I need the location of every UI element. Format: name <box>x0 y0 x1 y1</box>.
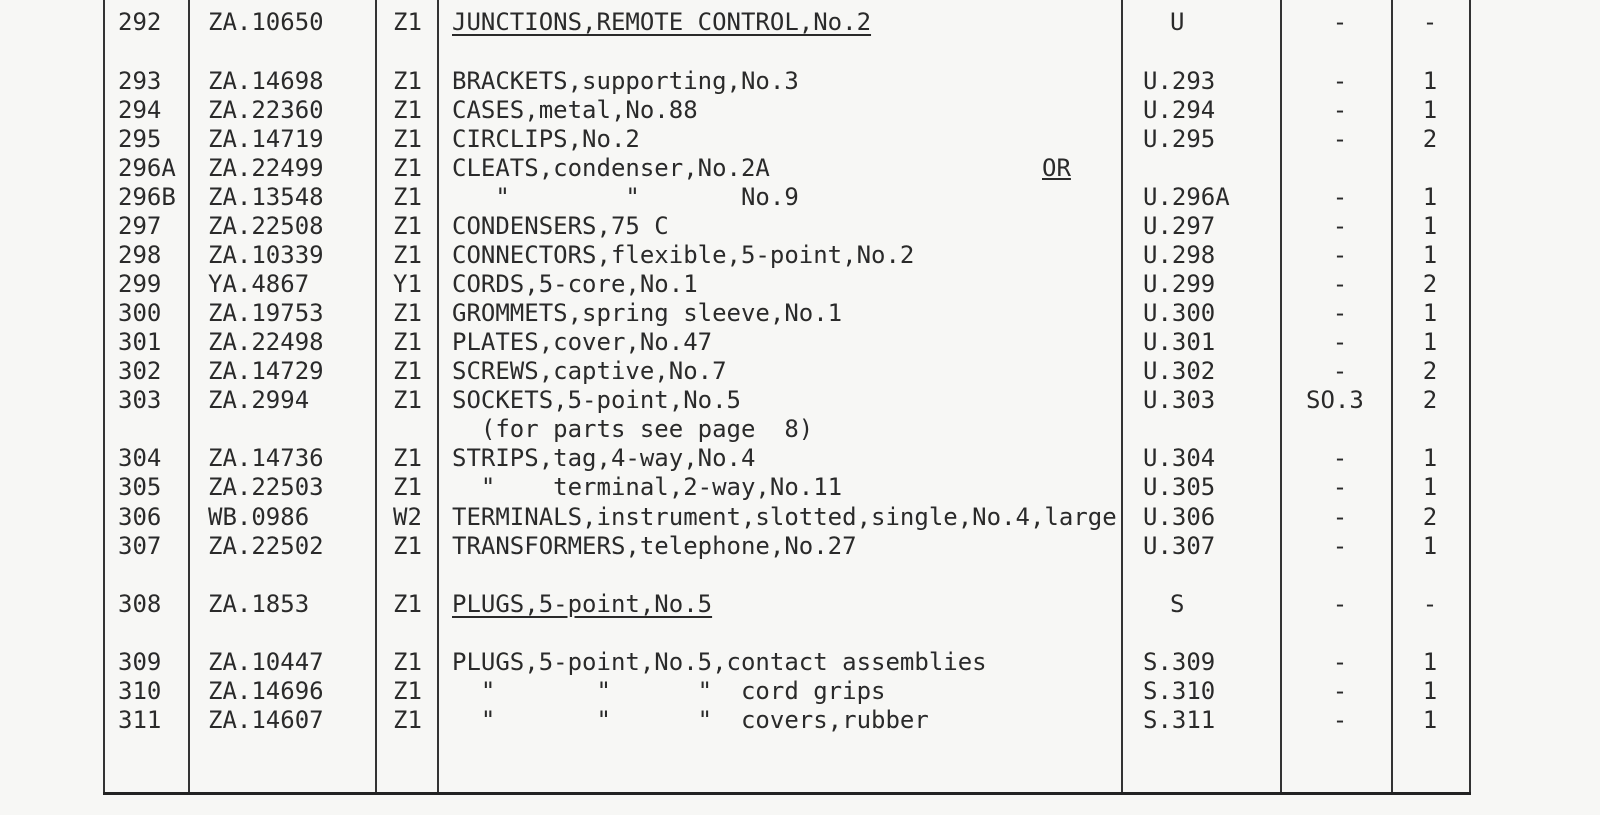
quantity: - <box>1422 590 1438 618</box>
quantity: 2 <box>1422 357 1438 385</box>
cross-reference: - <box>1332 212 1348 240</box>
section-code: Z1 <box>393 125 422 153</box>
quantity: 1 <box>1422 444 1438 472</box>
section-code: Y1 <box>393 270 422 298</box>
cross-reference: - <box>1332 677 1348 705</box>
section-code: W2 <box>393 503 422 531</box>
description: SOCKETS,5-point,No.5 <box>452 386 741 414</box>
catalogue-number: ZA.14696 <box>208 677 324 705</box>
quantity: 1 <box>1422 677 1438 705</box>
section-code: Z1 <box>393 241 422 269</box>
section-code: Z1 <box>393 706 422 734</box>
item-number: 309 <box>118 648 162 676</box>
table-row <box>0 648 1600 677</box>
catalogue-number: ZA.22498 <box>208 328 324 356</box>
section-code: Z1 <box>393 67 422 95</box>
item-number: 296B <box>118 183 176 211</box>
table-row <box>0 270 1600 299</box>
catalogue-number: ZA.14607 <box>208 706 324 734</box>
reference: U.305 <box>1143 473 1216 501</box>
quantity: - <box>1422 8 1438 36</box>
reference: U.301 <box>1143 328 1216 356</box>
description: " " " covers,rubber <box>452 706 929 734</box>
table-row <box>0 386 1600 415</box>
table-row <box>0 154 1600 183</box>
reference: S.311 <box>1143 706 1216 734</box>
item-number: 292 <box>118 8 162 36</box>
quantity: 1 <box>1422 212 1438 240</box>
item-number: 298 <box>118 241 162 269</box>
catalogue-number: ZA.13548 <box>208 183 324 211</box>
quantity: 2 <box>1422 503 1438 531</box>
table-row <box>0 96 1600 125</box>
item-number: 307 <box>118 532 162 560</box>
reference: U.307 <box>1143 532 1216 560</box>
description: CONDENSERS,75 C <box>452 212 669 240</box>
reference: U.303 <box>1143 386 1216 414</box>
catalogue-number: WB.0986 <box>208 503 310 531</box>
quantity: 1 <box>1422 67 1438 95</box>
section-code: Z1 <box>393 473 422 501</box>
catalogue-number: ZA.2994 <box>208 386 310 414</box>
description: PLUGS,5-point,No.5,contact assemblies <box>452 648 987 676</box>
quantity: 1 <box>1422 473 1438 501</box>
item-number: 303 <box>118 386 162 414</box>
description: PLUGS,5-point,No.5 <box>452 590 713 618</box>
cross-reference: - <box>1332 8 1348 36</box>
item-number: 306 <box>118 503 162 531</box>
description: SCREWS,captive,No.7 <box>452 357 727 385</box>
table-row <box>0 590 1600 619</box>
description: JUNCTIONS,REMOTE CONTROL,No.2 <box>452 8 872 36</box>
item-number: 311 <box>118 706 162 734</box>
quantity: 1 <box>1422 328 1438 356</box>
description: CONNECTORS,flexible,5-point,No.2 <box>452 241 915 269</box>
cross-reference: - <box>1332 357 1348 385</box>
description: " " " cord grips <box>452 677 886 705</box>
description: TERMINALS,instrument,slotted,single,No.4,large <box>452 503 1117 531</box>
section-code: Z1 <box>393 96 422 124</box>
quantity: 2 <box>1422 386 1438 414</box>
quantity: 1 <box>1422 183 1438 211</box>
description: CORDS,5-core,No.1 <box>452 270 698 298</box>
section-code: Z1 <box>393 183 422 211</box>
item-number: 301 <box>118 328 162 356</box>
item-number: 310 <box>118 677 162 705</box>
reference: U.296A <box>1143 183 1230 211</box>
quantity: 1 <box>1422 532 1438 560</box>
cross-reference: - <box>1332 648 1348 676</box>
item-number: 305 <box>118 473 162 501</box>
table-row <box>0 677 1600 706</box>
quantity: 1 <box>1422 96 1438 124</box>
table-row <box>0 444 1600 473</box>
cross-reference: SO.3 <box>1306 386 1364 414</box>
reference: U <box>1170 8 1185 36</box>
reference: U.295 <box>1143 125 1216 153</box>
cross-reference: - <box>1332 183 1348 211</box>
table-row <box>0 67 1600 96</box>
section-code: Z1 <box>393 357 422 385</box>
cross-reference: - <box>1332 96 1348 124</box>
reference: U.297 <box>1143 212 1216 240</box>
table-row <box>0 212 1600 241</box>
catalogue-number: ZA.14736 <box>208 444 324 472</box>
quantity: 2 <box>1422 125 1438 153</box>
item-number: 304 <box>118 444 162 472</box>
table-row <box>0 706 1600 735</box>
quantity: 1 <box>1422 706 1438 734</box>
catalogue-number: ZA.22503 <box>208 473 324 501</box>
cross-reference: - <box>1332 67 1348 95</box>
item-number: 295 <box>118 125 162 153</box>
cross-reference: - <box>1332 473 1348 501</box>
section-code: Z1 <box>393 212 422 240</box>
section-code: Z1 <box>393 532 422 560</box>
table-row <box>0 328 1600 357</box>
table-bottom-rule <box>103 792 1471 795</box>
cross-reference: - <box>1332 241 1348 269</box>
item-number: 299 <box>118 270 162 298</box>
item-number: 308 <box>118 590 162 618</box>
item-number: 302 <box>118 357 162 385</box>
section-code: Z1 <box>393 444 422 472</box>
table-row <box>0 503 1600 532</box>
section-code: Z1 <box>393 590 422 618</box>
cross-reference: - <box>1332 299 1348 327</box>
section-code: Z1 <box>393 154 422 182</box>
reference: U.294 <box>1143 96 1216 124</box>
catalogue-number: ZA.10650 <box>208 8 324 36</box>
cross-reference: - <box>1332 125 1348 153</box>
catalogue-number: ZA.19753 <box>208 299 324 327</box>
catalogue-number: ZA.14729 <box>208 357 324 385</box>
reference: S.310 <box>1143 677 1216 705</box>
item-number: 294 <box>118 96 162 124</box>
table-row <box>0 183 1600 212</box>
reference: U.302 <box>1143 357 1216 385</box>
section-code: Z1 <box>393 299 422 327</box>
or-note: OR <box>1042 154 1071 182</box>
cross-reference: - <box>1332 444 1348 472</box>
section-code: Z1 <box>393 648 422 676</box>
catalogue-number: ZA.22508 <box>208 212 324 240</box>
description: " " No.9 <box>452 183 799 211</box>
table-row <box>0 473 1600 502</box>
cross-reference: - <box>1332 706 1348 734</box>
reference: U.300 <box>1143 299 1216 327</box>
catalogue-number: YA.4867 <box>208 270 310 298</box>
table-row <box>0 415 1600 444</box>
table-row <box>0 357 1600 386</box>
section-code: Z1 <box>393 8 422 36</box>
catalogue-number: ZA.14719 <box>208 125 324 153</box>
description: CIRCLIPS,No.2 <box>452 125 640 153</box>
description: CLEATS,condenser,No.2A <box>452 154 770 182</box>
description: TRANSFORMERS,telephone,No.27 <box>452 532 857 560</box>
cross-reference: - <box>1332 532 1348 560</box>
catalogue-number: ZA.22499 <box>208 154 324 182</box>
table-row <box>0 299 1600 328</box>
section-code: Z1 <box>393 328 422 356</box>
reference: U.299 <box>1143 270 1216 298</box>
cross-reference: - <box>1332 590 1348 618</box>
reference: U.304 <box>1143 444 1216 472</box>
reference: U.298 <box>1143 241 1216 269</box>
quantity: 2 <box>1422 270 1438 298</box>
catalogue-number: ZA.22360 <box>208 96 324 124</box>
reference: S.309 <box>1143 648 1216 676</box>
description: GROMMETS,spring sleeve,No.1 <box>452 299 843 327</box>
item-number: 300 <box>118 299 162 327</box>
table-row <box>0 8 1600 37</box>
catalogue-number: ZA.10339 <box>208 241 324 269</box>
reference: U.293 <box>1143 67 1216 95</box>
quantity: 1 <box>1422 241 1438 269</box>
catalogue-number: ZA.1853 <box>208 590 310 618</box>
table-row <box>0 532 1600 561</box>
description: STRIPS,tag,4-way,No.4 <box>452 444 756 472</box>
cross-reference: - <box>1332 328 1348 356</box>
item-number: 297 <box>118 212 162 240</box>
section-code: Z1 <box>393 677 422 705</box>
table-row <box>0 241 1600 270</box>
quantity: 1 <box>1422 648 1438 676</box>
cross-reference: - <box>1332 270 1348 298</box>
reference: U.306 <box>1143 503 1216 531</box>
section-code: Z1 <box>393 386 422 414</box>
cross-reference: - <box>1332 503 1348 531</box>
catalogue-number: ZA.10447 <box>208 648 324 676</box>
description: BRACKETS,supporting,No.3 <box>452 67 799 95</box>
description: " terminal,2-way,No.11 <box>452 473 843 501</box>
quantity: 1 <box>1422 299 1438 327</box>
description: CASES,metal,No.88 <box>452 96 698 124</box>
table-row <box>0 125 1600 154</box>
item-number: 296A <box>118 154 176 182</box>
catalogue-number: ZA.22502 <box>208 532 324 560</box>
reference: S <box>1170 590 1185 618</box>
catalogue-number: ZA.14698 <box>208 67 324 95</box>
description: (for parts see page 8) <box>452 415 814 443</box>
description: PLATES,cover,No.47 <box>452 328 713 356</box>
item-number: 293 <box>118 67 162 95</box>
